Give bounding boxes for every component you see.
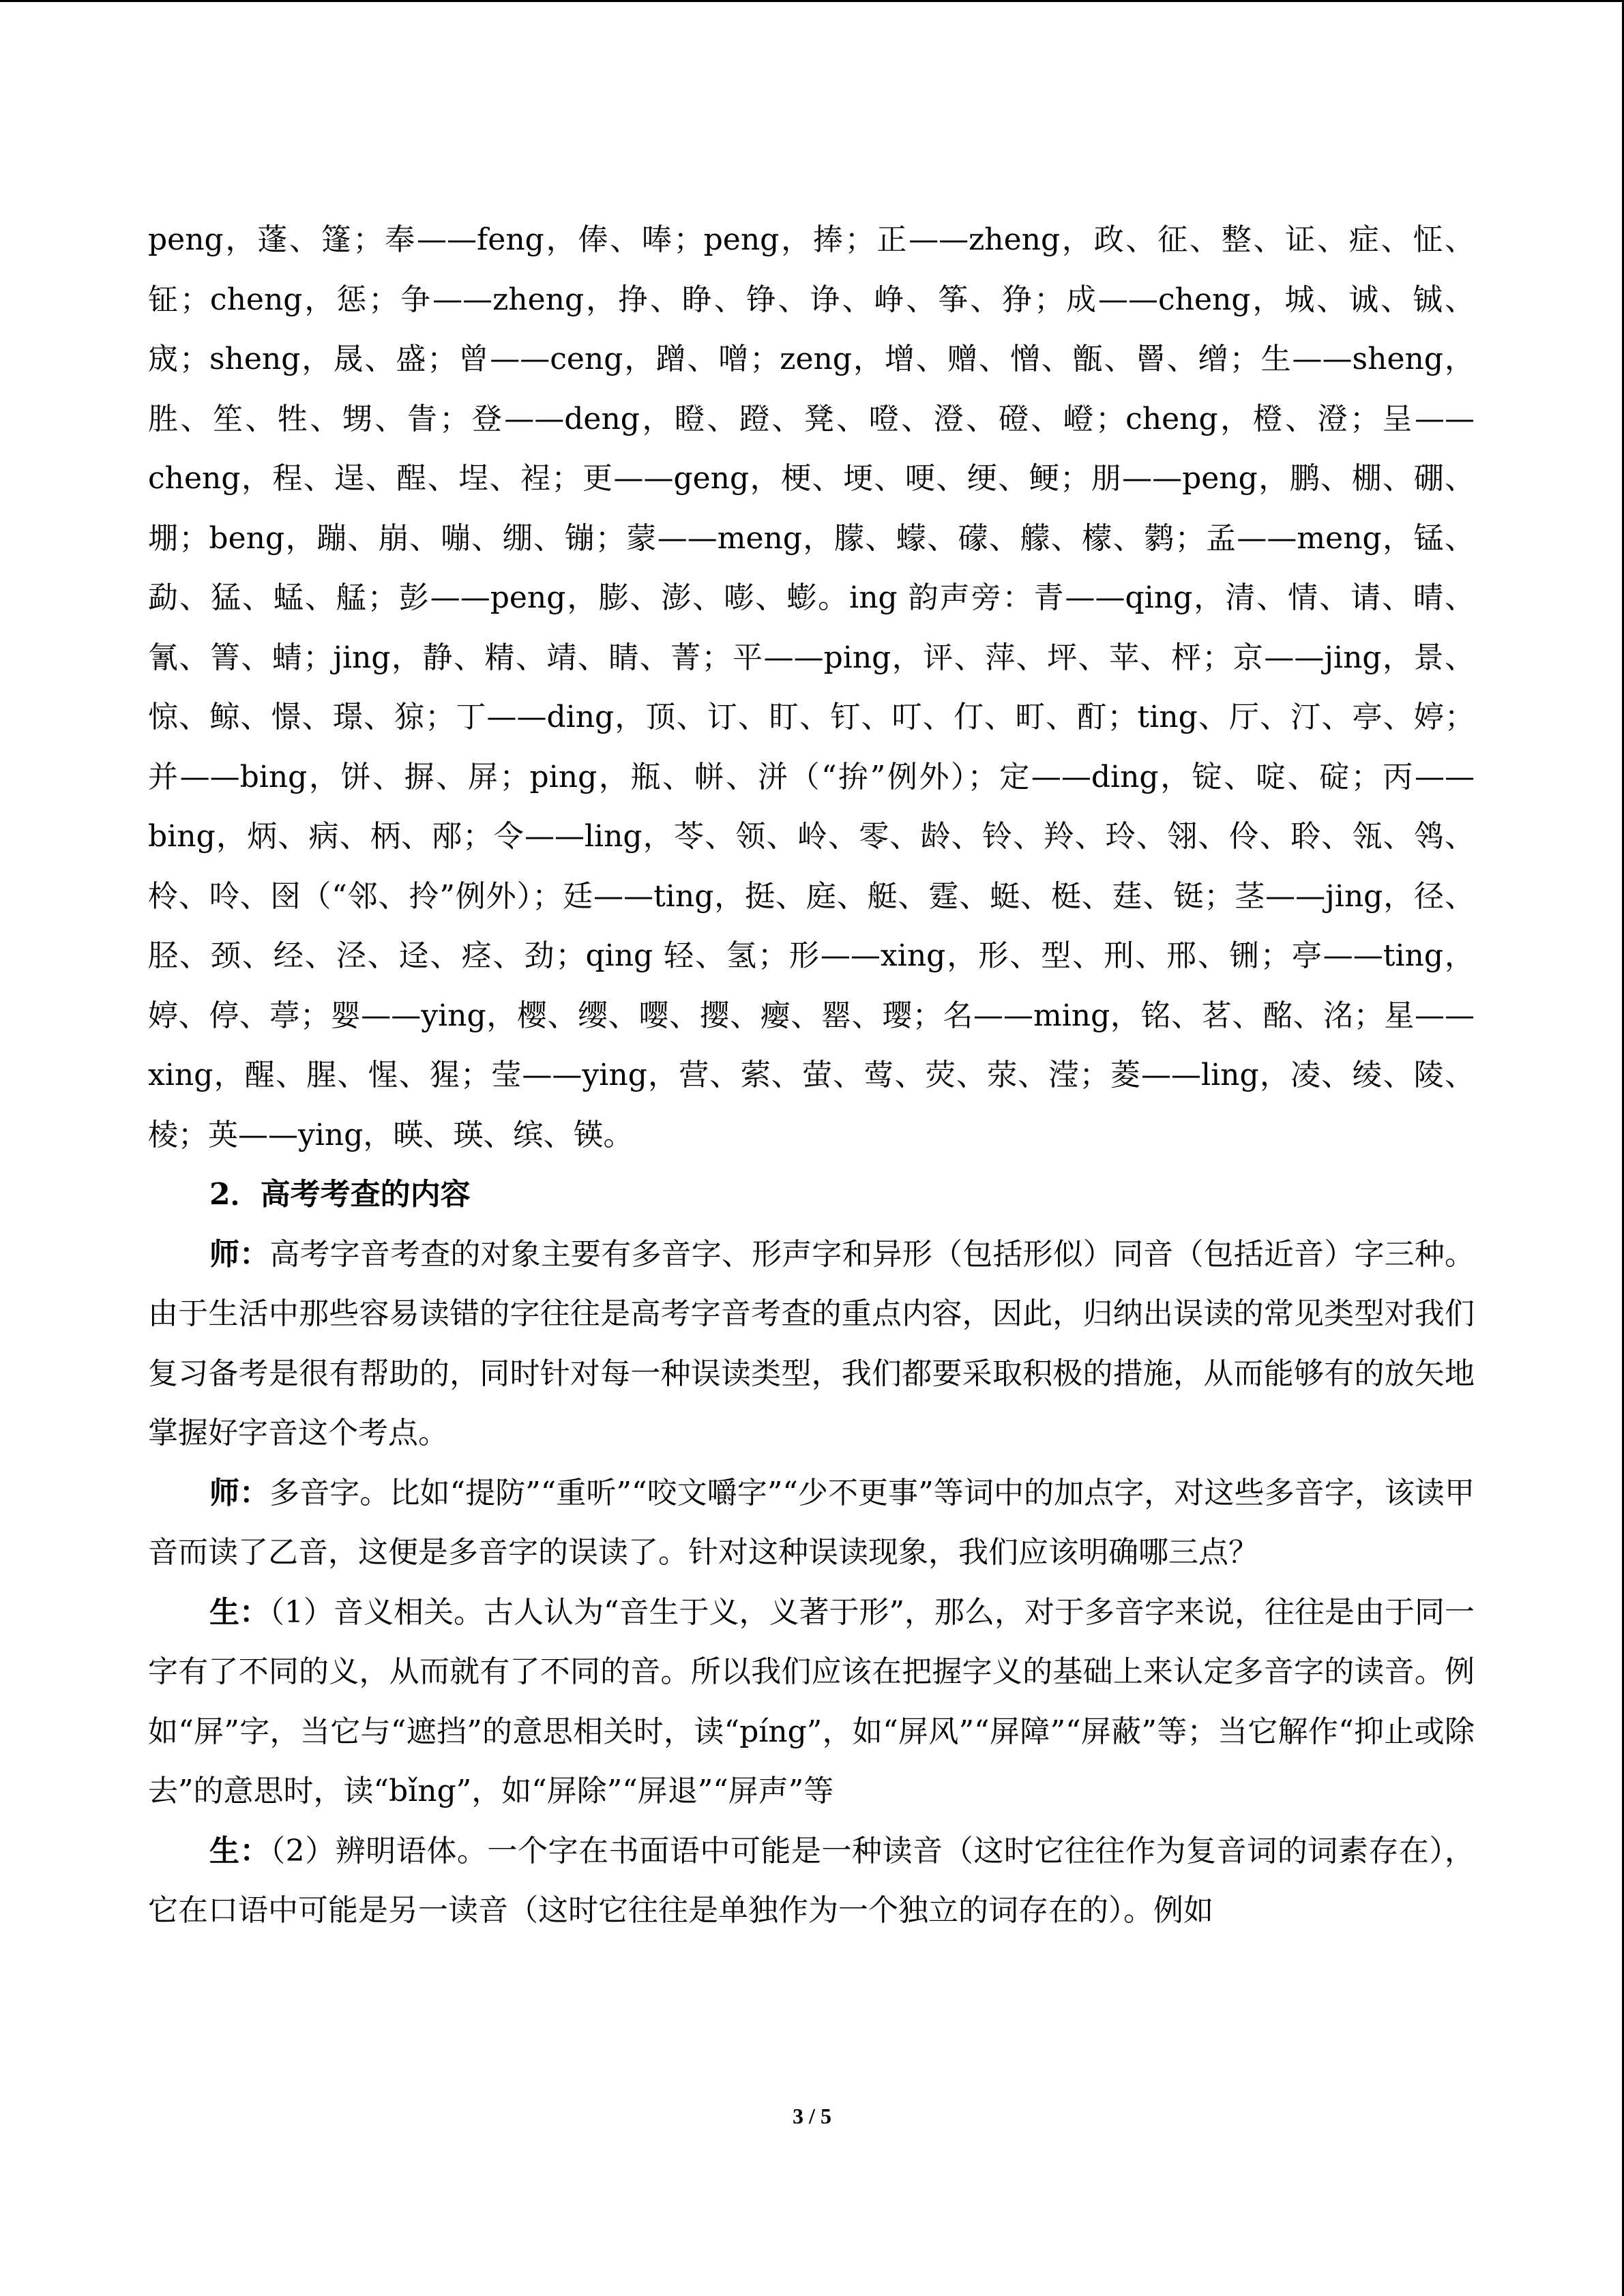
phonetic-table-paragraph: peng，蓬、篷；奉——feng，俸、唪；peng，捧；正——zheng，政、征、整、证、症、怔、钲；cheng，惩；争——zheng，挣、睁、铮、诤、峥、筝、狰；成——cheng，城、诚、铖、宬；sheng，晟、盛；曾——ceng，蹭、噌；zeng，增、赠、憎、甑、罾、缯；生——sheng，胜、笙、牲、甥、眚；登——deng，瞪、蹬、凳、噔、澄、磴、嶝；cheng，橙、澄；呈——cheng，程、逞、酲、埕、裎；更——geng，梗、埂、哽、绠、鲠；朋——peng，鹏、棚、硼、堋；beng，蹦、崩、嘣、绷、镚；蒙——meng，朦、蠓、礞、艨、檬、鹲；孟——meng，锰、勐、猛、蜢、艋；彭——peng，膨、澎、嘭、蟛。ing 韵声旁：青——qing，清、情、请、晴、氰、箐、蜻；jing，静、精、靖、睛、菁；平——ping，评、萍、坪、苹、枰；京——jing，景、惊、鲸、憬、璟、猄；丁——ding，顶、订、盯、钉、叮、仃、町、酊；ting、厅、汀、亭、婷；并——bing，饼、摒、屏；ping，瓶、帡、洴（“拚”例外）；定——ding，锭、啶、碇；丙——bing，炳、病、柄、邴；令——ling，苓、领、岭、零、龄、铃、羚、玲、翎、伶、聆、瓴、鸰、柃、呤、囹（“邻、拎”例外）；廷——ting，挺、庭、艇、霆、蜓、梃、莛、铤；茎——jing，径、胫、颈、经、泾、迳、痉、劲；qing 轻、氢；形——xing，形、型、刑、邢、铏；亭——ting，婷、停、葶；婴——ying，樱、缨、嘤、撄、瘿、罂、璎；名——ming，铭、茗、酩、洺；星——xing，醒、腥、惺、猩；莹——ying，营、萦、萤、莺、荧、荥、滢；菱——ling，凌、绫、陵、棱；英——ying，暎、瑛、缤、锳。 [148, 222, 1475, 1152]
speaker-label: 师： [209, 1236, 270, 1272]
speaker-label: 师： [209, 1475, 270, 1510]
speaker-label: 生： [209, 1594, 270, 1630]
speaker-label: 生： [209, 1833, 271, 1868]
section-heading: 2．高考考查的内容 [209, 1177, 471, 1212]
student-paragraph-2 [148, 1821, 1475, 1941]
paragraph-text: （2）辨明语体。一个字在书面语中可能是一种读音（这时它往往作为复音词的词素存在），它在口语中可能是另一读音（这时它往往是单独作为一个独立的词存在的）。例如 [148, 1833, 1475, 1928]
student-paragraph-1 [148, 1583, 1475, 1821]
document-body [148, 210, 1475, 1941]
paragraph-text: （1）音义相关。古人认为“音生于义，义著于形”，那么，对于多音字来说，往往是由于同一字有了不同的义，从而就有了不同的音。所以我们应该在把握字义的基础上来认定多音字的读音。例如“屏”字，当它与“遮挡”的意思相关时，读“píng”，如“屏风”“屏障”“屏蔽”等；当它解作“抑止或除去”的意思时，读“bǐng”，如“屏除”“屏退”“屏声”等 [148, 1594, 1475, 1808]
page-number: 3 / 5 [793, 2104, 831, 2128]
paragraph-text: 多音字。比如“提防”“重听”“咬文嚼字”“少不更事”等词中的加点字，对这些多音字，该读甲音而读了乙音，这便是多音字的误读了。针对这种误读现象，我们应该明确哪三点？ [148, 1475, 1475, 1570]
teacher-paragraph-2 [148, 1463, 1475, 1583]
teacher-paragraph-1 [148, 1225, 1475, 1463]
paragraph-text: 高考字音考查的对象主要有多音字、形声字和异形（包括形似）同音（包括近音）字三种。由于生活中那些容易读错的字往往是高考字音考查的重点内容，因此，归纳出误读的常见类型对我们复习备考是很有帮助的，同时针对每一种误读类型，我们都要采取积极的措施，从而能够有的放矢地掌握好字音这个考点。 [148, 1236, 1475, 1450]
